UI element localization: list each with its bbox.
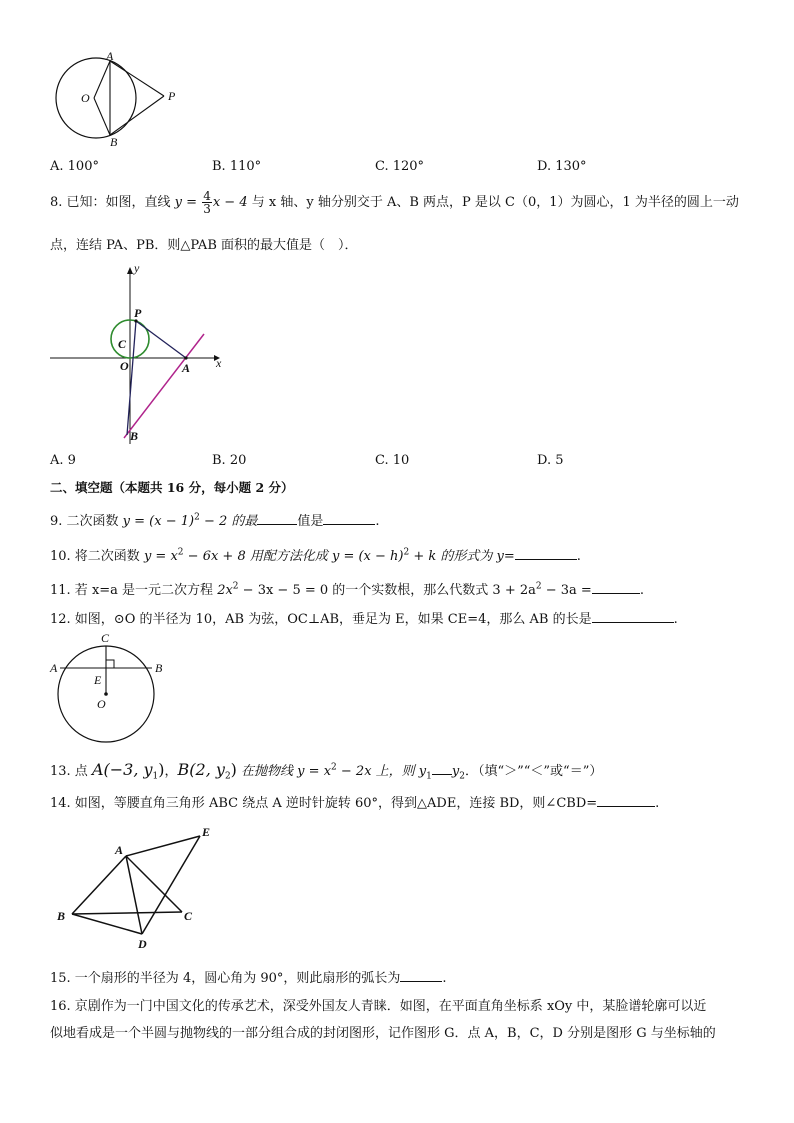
q10-intro: 10. 将二次函数 [50, 549, 144, 564]
q13-point-b-sub: 2 [224, 771, 231, 782]
q13-comma: ， [164, 764, 178, 779]
q11-mid: − 3x − 5 = 0 的一个实数根，那么代数式 3 + 2a [238, 583, 536, 598]
q9-blank-1[interactable] [257, 512, 297, 525]
q8-segment-pb [127, 321, 136, 435]
q10 [50, 545, 581, 564]
q8-eq-rest: x − 4 [212, 195, 248, 210]
q8-frac-num: 4 [203, 189, 211, 203]
q8-line2: 点，连结 PA、PB．则△PAB 面积的最大值是（ ）． [50, 238, 358, 253]
q8-line1-intro: 8. 已知：如图，直线 [50, 195, 175, 210]
q14-label-d: D [138, 937, 147, 951]
q8-line1 [50, 190, 739, 215]
q12 [50, 608, 678, 627]
q13-y2-sub: 2 [459, 771, 465, 782]
q8-coordinate-figure [48, 262, 238, 447]
q14-label-a: A [115, 843, 124, 857]
q9-eq: y = (x − 1) [122, 514, 195, 529]
q14-side-ac [126, 856, 182, 912]
q9-end: . [375, 514, 380, 529]
q10-eq2-sup: 2 [403, 547, 410, 558]
q8-label-b: B [130, 429, 139, 443]
q8-label-o: O [120, 359, 129, 373]
q14-label-e: E [202, 825, 211, 839]
q14-label-c: C [184, 909, 193, 923]
q7-tangent-pa [110, 61, 164, 96]
q12-label-e: E [94, 673, 102, 687]
q15 [50, 967, 447, 986]
q15-blank[interactable] [400, 969, 442, 982]
q10-eq1-rest: − 6x + 8 用配方法化成 [183, 549, 332, 564]
q11-mid-sup: 2 [535, 581, 542, 592]
q14-text: 14. 如图，等腰直角三角形 ABC 绕点 A 逆时针旋转 60°，得到△ADE，连接 BD，则∠CBD= [50, 796, 598, 811]
q8-option-c[interactable]: C. 10 [375, 453, 410, 468]
q10-eq2-rest: + k 的形式为 y= [409, 549, 515, 564]
q8-eq-y: y [174, 195, 183, 210]
q16-line2: 似地看成是一个半圆与抛物线的一部分组合成的封闭图形，记作图形 G．点 A，B，C，D 分别是图形 G 与坐标轴的 [50, 1026, 716, 1041]
q12-label-c: C [101, 631, 110, 645]
q13-parabola-rest: − 2x 上，则 y [336, 764, 427, 779]
q13-point-b: B(2, y [177, 760, 225, 779]
q11-blank[interactable] [592, 581, 640, 594]
q8-line1-rest: 与 x 轴、y 轴分别交于 A、B 两点，P 是以 C（0，1）为圆心，1 为半径的圆上一动 [247, 195, 739, 210]
q13-parabola-sup: 2 [331, 762, 337, 773]
q11-end: . [639, 583, 644, 598]
q11-eq-rest: − 3a = [541, 583, 592, 598]
q13-y1-sub: 1 [426, 771, 432, 782]
q12-center-o [104, 692, 108, 696]
q12-label-b: B [155, 661, 163, 675]
q14-side-ad [126, 856, 142, 934]
q7-option-a[interactable]: A. 100° [50, 159, 99, 174]
q7-option-b[interactable]: B. 110° [212, 159, 262, 174]
q14-end: . [655, 796, 660, 811]
q14 [50, 792, 659, 811]
q11-intro: 11. 若 x=a 是一元二次方程 [50, 583, 218, 598]
q8-label-c: C [118, 337, 127, 351]
q7-tangent-pb [110, 96, 164, 135]
q14-triangle-figure [48, 818, 228, 953]
q13-point-a-close: ) [158, 760, 165, 779]
q8-label-x: x [216, 356, 222, 370]
q8-option-a[interactable]: A. 9 [50, 453, 76, 468]
q7-option-d[interactable]: D. 130° [537, 159, 587, 174]
q15-text: 15. 一个扇形的半径为 4，圆心角为 90°，则此扇形的弧长为 [50, 971, 401, 986]
q11-eq: 2x [217, 583, 233, 598]
q14-segment-bd [72, 914, 142, 934]
q9-eq-sup: 2 [194, 512, 200, 523]
q7-circle-figure [48, 50, 188, 150]
q13-point-b-close: ) [230, 760, 237, 779]
q13-instruction: ．（填“＞”“＜”或“＝”） [464, 764, 603, 779]
q8-label-a: A [182, 361, 191, 375]
q12-text: 12. 如图，⊙O 的半径为 10，AB 为弦，OC⊥AB，垂足为 E，如果 CE=4，那么 AB 的长是 [50, 612, 592, 627]
q12-blank[interactable] [592, 610, 674, 623]
q9-intro: 9. 二次函数 [50, 514, 123, 529]
q14-side-ab [72, 856, 126, 914]
q12-right-angle [106, 660, 114, 668]
q8-eq-equals: = [182, 195, 202, 210]
q9-eq-rest: − 2 的最 [199, 514, 258, 529]
q8-y-arrow [127, 267, 133, 274]
q13 [50, 760, 602, 782]
q7-label-b: B [110, 135, 118, 149]
q8-fraction [202, 190, 212, 215]
q14-side-ae [126, 836, 200, 856]
q12-label-o: O [97, 697, 106, 711]
q13-point-a: A(−3, y [91, 760, 153, 779]
section-heading-fill-in: 二、填空题（本题共 16 分，每小题 2 分） [50, 480, 294, 495]
q14-blank[interactable] [597, 794, 655, 807]
q13-y2: y [451, 764, 460, 779]
q8-label-p: P [134, 306, 142, 320]
q14-side-bc [72, 912, 182, 914]
q7-label-o: O [81, 91, 90, 105]
q10-eq1: y = x [143, 549, 178, 564]
q11 [50, 579, 644, 598]
q9 [50, 510, 380, 529]
q7-radius-oa [94, 61, 110, 98]
q7-option-c[interactable]: C. 120° [375, 159, 425, 174]
q9-blank-2[interactable] [323, 512, 375, 525]
q13-blank[interactable] [432, 762, 452, 775]
q8-frac-den: 3 [203, 202, 211, 216]
q13-parabola: 在抛物线 y = x [236, 764, 332, 779]
q10-eq2: y = (x − h) [331, 549, 404, 564]
q7-radius-ob [94, 98, 110, 135]
q7-label-p: P [168, 89, 176, 103]
q7-label-a: A [106, 50, 114, 63]
q9-mid: 值是 [297, 514, 324, 529]
q13-point-a-sub: 1 [152, 771, 159, 782]
q8-label-y: y [134, 262, 140, 275]
q15-end: . [442, 971, 447, 986]
q16-line1: 16. 京剧作为一门中国文化的传承艺术，深受外国友人青睐．如图，在平面直角坐标系 xOy 中，某脸谱轮廓可以近 [50, 999, 707, 1014]
q12-end: . [673, 612, 678, 627]
q14-label-b: B [57, 909, 66, 923]
q8-option-d[interactable]: D. 5 [537, 453, 564, 468]
q12-circle-figure [48, 630, 178, 748]
q11-eq-sup: 2 [232, 581, 239, 592]
q10-eq1-sup: 2 [177, 547, 184, 558]
q8-line-ab [124, 334, 204, 438]
q8-point-a [184, 356, 187, 359]
q10-end: . [576, 549, 581, 564]
q13-intro: 13. 点 [50, 764, 92, 779]
q12-label-a: A [50, 661, 58, 675]
q8-option-b[interactable]: B. 20 [212, 453, 247, 468]
q10-blank[interactable] [515, 547, 577, 560]
